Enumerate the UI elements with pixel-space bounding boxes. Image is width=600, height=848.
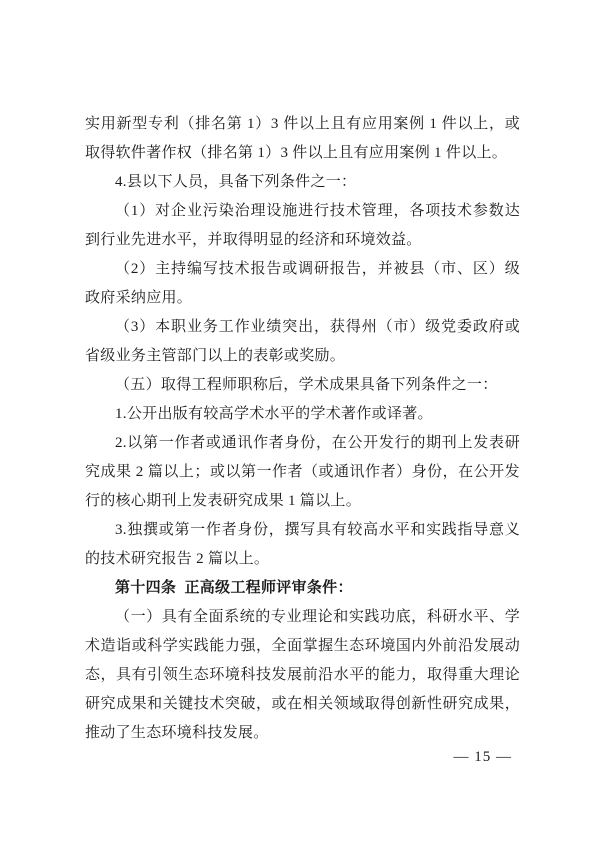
paragraph-text: 正高级工程师评审条件： (184, 580, 353, 596)
paragraph: 2.以第一作者或通讯作者身份，在公开发行的期刊上发表研究成果 2 篇以上；或以第一作者（或通讯作者）身份，在公开发行的核心期刊上发表研究成果 1 篇以上。 (85, 435, 520, 509)
paragraph: （一）具有全面系统的专业理论和实践功底，科研水平、学术造诣或科学实践能力强，全面掌握生态环境国内外前沿发展动态，具有引领生态环境科技发展前沿水平的能力，取得重大理论研究成果和关键技术突破，或在相关领域取得创新性研究成果，推动了生态环境科技发展。 (85, 609, 520, 741)
paragraph: （2）主持编写技术报告或调研报告，并被县（市、区）级政府采纳应用。 (85, 261, 520, 306)
paragraph: （1）对企业污染治理设施进行技术管理，各项技术参数达到行业先进水平，并取得明显的经济和环境效益。 (85, 203, 520, 248)
paragraph: 1.公开出版有较高学术水平的学术著作或译著。 (115, 406, 433, 422)
document-body (85, 110, 520, 748)
paragraph (85, 574, 520, 603)
paragraph: 3.独撰或第一作者身份，撰写具有较高水平和实践指导意义的技术研究报告 2 篇以上。 (85, 522, 520, 567)
paragraph: 4.县以下人员，具备下列条件之一： (115, 174, 357, 190)
article-heading: 第十四条 (115, 580, 177, 596)
page-number: — 15 — (453, 749, 512, 765)
paragraph: 实用新型专利（排名第 1）3 件以上且有应用案例 1 件以上，或取得软件著作权（排名第 1）3 件以上且有应用案例 1 件以上。 (85, 116, 520, 161)
paragraph: （五）取得工程师职称后，学术成果具备下列条件之一： (115, 377, 498, 393)
paragraph: （3）本职业务工作业绩突出，获得州（市）级党委政府或省级业务主管部门以上的表彰或奖励。 (85, 319, 520, 364)
